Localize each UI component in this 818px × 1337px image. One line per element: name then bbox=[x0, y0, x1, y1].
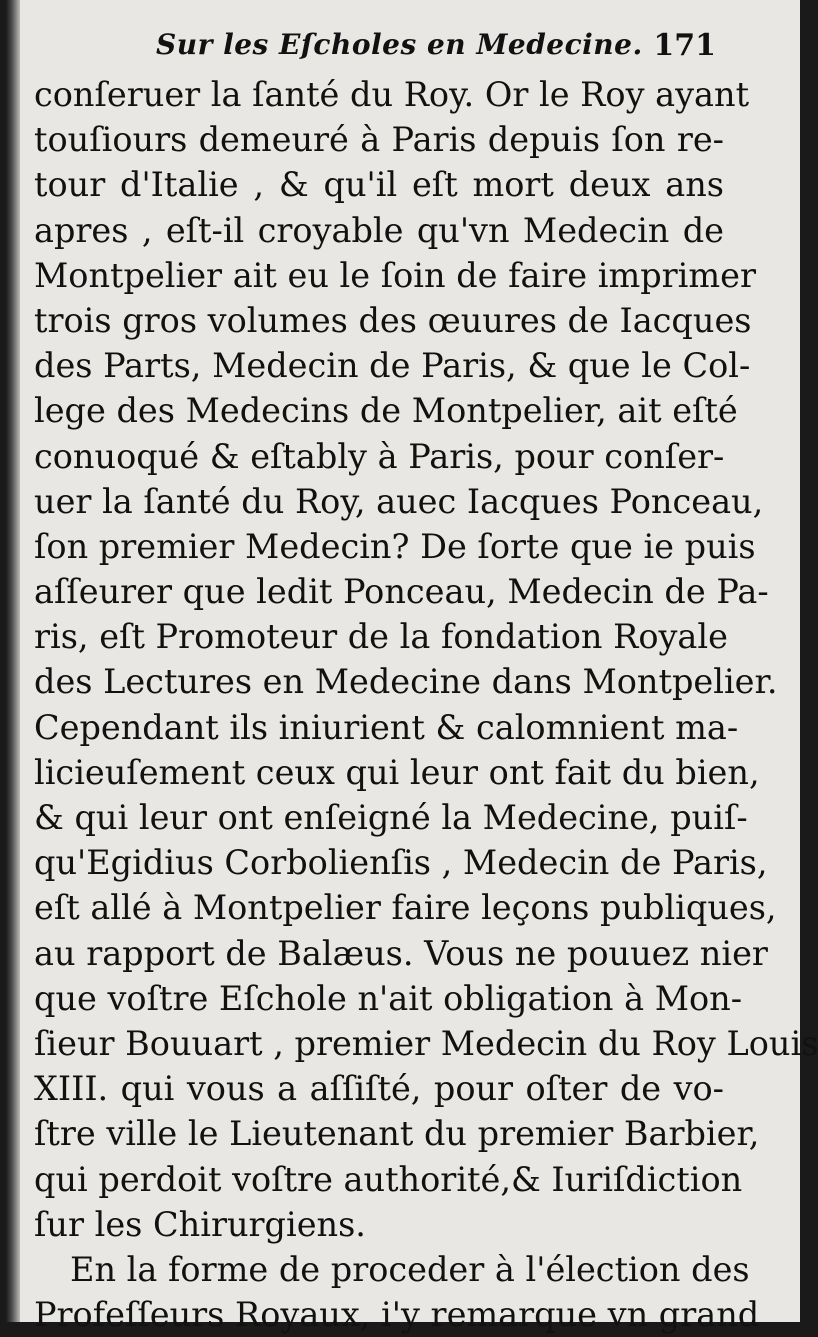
running-head-title: Sur les Eſcholes en Medecine. bbox=[156, 28, 643, 61]
text-line: aſſeurer que ledit Ponceau, Medecin de Pa- bbox=[34, 572, 769, 612]
text-line: ſtre ville le Lieutenant du premier Barbier, bbox=[34, 1114, 760, 1154]
text-line: Profeſſeurs Royaux, i'y remarque vn grand bbox=[34, 1295, 760, 1335]
running-head bbox=[156, 28, 716, 68]
text-line: tour d'Italie , & qu'il eſt mort deux ans bbox=[34, 165, 724, 205]
page-gutter-shadow bbox=[6, 0, 20, 1322]
text-line: ris, eſt Promoteur de la fondation Royale bbox=[34, 617, 728, 657]
text-line: conuoqué & eſtably à Paris, pour conſer- bbox=[34, 436, 725, 476]
text-line: & qui leur ont enſeigné la Medecine, puiſ- bbox=[34, 798, 748, 837]
text-line: que voſtre Eſchole n'ait obligation à Mon- bbox=[34, 978, 743, 1018]
text-line: licieuſement ceux qui leur ont fait du bien, bbox=[34, 752, 760, 792]
text-line: Montpelier ait eu le ſoin de faire imprimer bbox=[34, 255, 756, 295]
text-line: trois gros volumes des œuures de Iacques bbox=[34, 300, 752, 340]
text-line: des Lectures en Medecine dans Montpelier. bbox=[34, 662, 778, 702]
text-line: uer la ſanté du Roy, auec Iacques Ponceau, bbox=[34, 481, 764, 521]
book-page bbox=[6, 0, 818, 1335]
text-line: qu'Egidius Corbolienſis , Medecin de Paris, bbox=[34, 843, 768, 883]
paragraph-end-line: ſur les Chirurgiens. bbox=[34, 1204, 366, 1244]
page-number: 171 bbox=[653, 28, 716, 63]
text-line: des Parts, Medecin de Paris, & que le Col- bbox=[34, 346, 751, 386]
text-line: apres , eſt-il croyable qu'vn Medecin de bbox=[34, 210, 724, 250]
text-line: eſt allé à Montpelier faire leçons publiques, bbox=[34, 888, 777, 928]
text-line: Cependant ils iniurient & calomnient ma- bbox=[34, 707, 739, 747]
text-line: qui perdoit voſtre authorité,& Iuriſdiction bbox=[34, 1159, 743, 1199]
paragraph-start-line: En la forme de proceder à l'élection des bbox=[70, 1249, 750, 1289]
text-line: ſieur Bouuart , premier Medecin du Roy Louis bbox=[34, 1023, 818, 1063]
text-line: conſeruer la ſanté du Roy. Or le Roy ayant bbox=[34, 75, 750, 114]
text-line: ſon premier Medecin? De ſorte que ie puis bbox=[34, 526, 756, 566]
text-line: XIII. qui vous a aſſiſté, pour oſter de vo- bbox=[34, 1069, 724, 1109]
text-line: touſiours demeuré à Paris depuis ſon re- bbox=[34, 120, 724, 160]
text-line: au rapport de Balæus. Vous ne pouuez nier bbox=[34, 933, 768, 973]
text-line: lege des Medecins de Montpelier, ait eſté bbox=[34, 391, 738, 431]
body-text bbox=[34, 72, 818, 1337]
